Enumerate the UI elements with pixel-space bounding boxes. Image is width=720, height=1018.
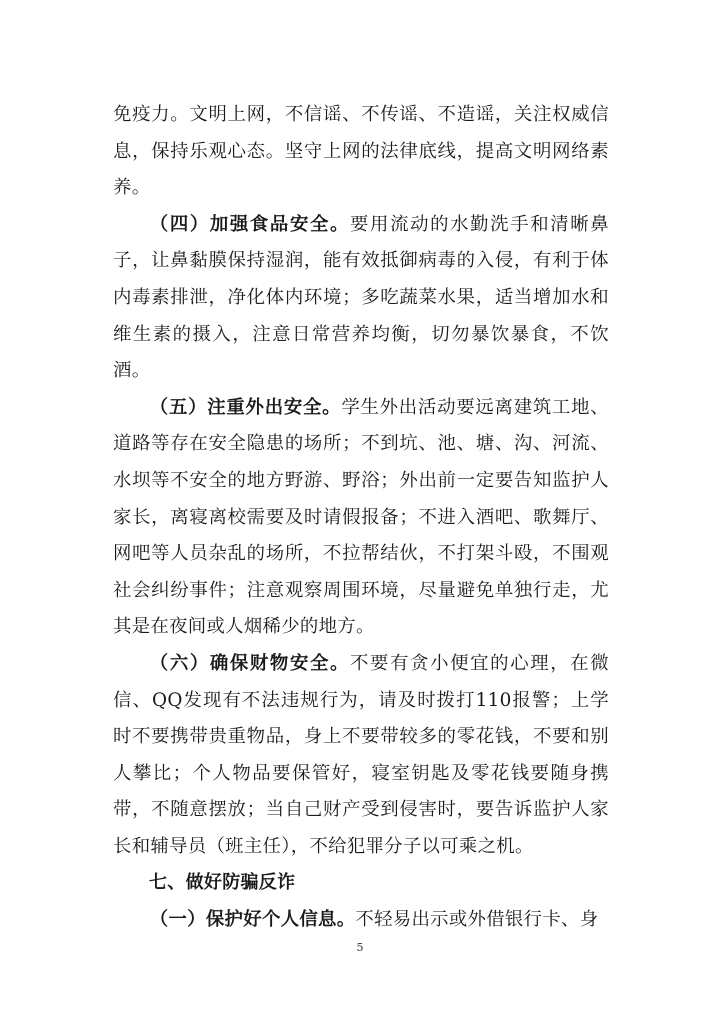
paragraph-text: 不要有贪小便宜的心理，在微信、QQ发现有不法违规行为，请及时拨打110报警；上学时不要携带贵重物品，身上不要带较多的零花钱，不要和别人攀比；个人物品要保管好，寝室钥匙及零花钱要随身携带，不随意摆放；当自己财产受到侵害时，要告诉监护人家长和辅导员（班主任），不给犯罪分子以可乘之机。: [113, 652, 609, 857]
paragraph-lead: （五）注重外出安全。: [149, 396, 342, 418]
paragraph-text: 免疫力。文明上网，不信谣、不传谣、不造谣，关注权威信息，保持乐观心态。坚守上网的法律底线，提高文明网络素养。: [113, 104, 609, 199]
paragraph-lead: （六）确保财物安全。: [149, 652, 351, 674]
paragraph-outdoor-safety: [113, 390, 609, 646]
paragraph-continuation: [113, 97, 609, 207]
paragraph-text: 要用流动的水勤洗手和清晰鼻子，让鼻黏膜保持湿润，能有效抵御病毒的入侵，有利于体内毒素排泄，净化体内环境；多吃蔬菜水果，适当增加水和维生素的摄入，注意日常营养均衡，切勿暴饮暴食，不饮酒。: [113, 213, 609, 382]
paragraph-text: 不轻易出示或外借银行卡、身: [355, 909, 599, 931]
paragraph-lead: （四）加强食品安全。: [149, 213, 351, 235]
paragraph-personal-info: [113, 902, 609, 939]
document-body: [113, 97, 609, 939]
section-heading: 七、做好防骗反诈: [149, 872, 296, 894]
paragraph-food-safety: [113, 207, 609, 390]
page-number: 5: [356, 941, 364, 954]
paragraph-lead: （一）保护好个人信息。: [149, 909, 356, 931]
paragraph-property-safety: [113, 646, 609, 866]
paragraph-text: 学生外出活动要远离建筑工地、道路等存在安全隐患的场所；不到坑、池、塘、沟、河流、水坝等不安全的地方野游、野浴；外出前一定要告知监护人家长，离寝离校需要及时请假报备；不进入酒吧、歌舞厅、网吧等人员杂乱的场所，不拉帮结伙，不打架斗殴，不围观社会纠纷事件；注意观察周围环境，尽量避免单独行走，尤其是在夜间或人烟稀少的地方。: [113, 396, 609, 638]
